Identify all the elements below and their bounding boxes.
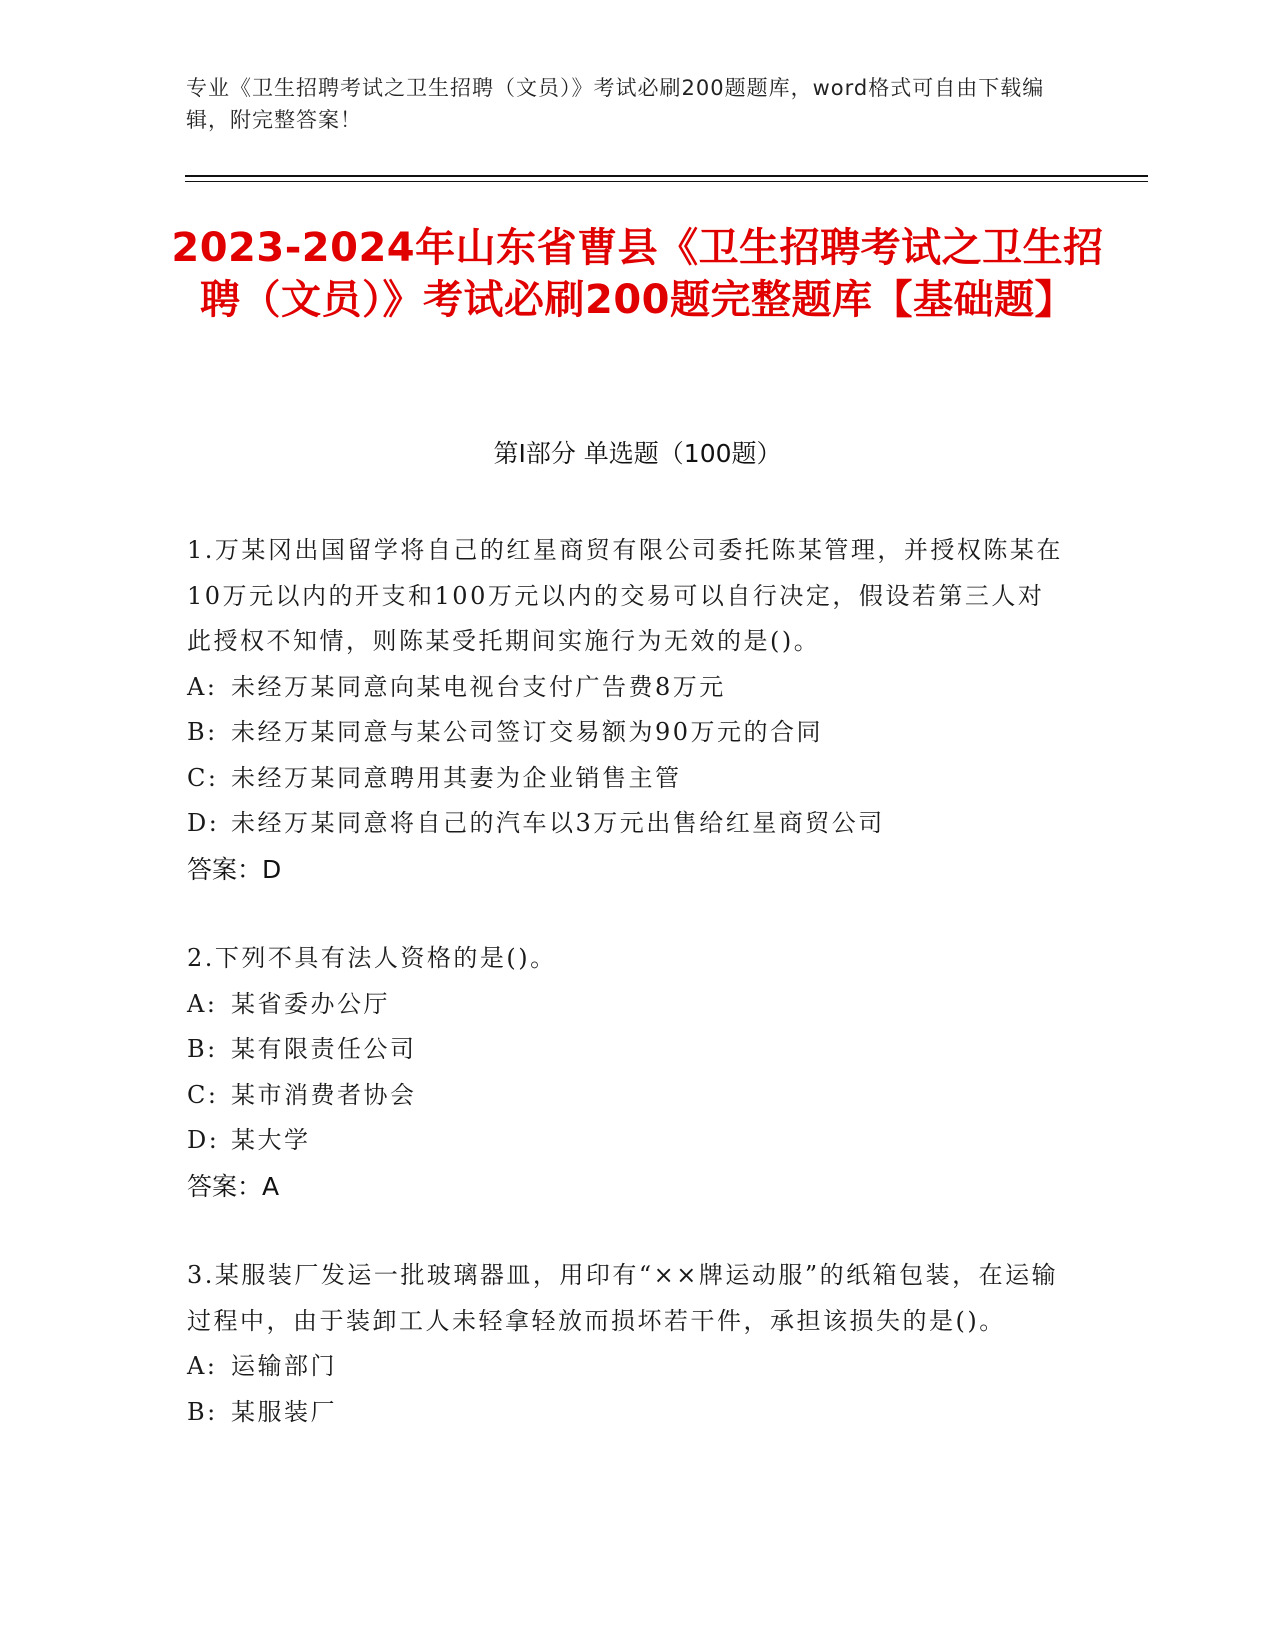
option-text: 某服装厂 <box>231 1397 337 1426</box>
header-rule-thick <box>185 175 1148 177</box>
option-letter: C: <box>187 763 219 792</box>
question-2 <box>187 936 1067 1209</box>
option-text: 某大学 <box>231 1126 311 1154</box>
option-text: 未经万某同意向某电视台支付广告费8万元 <box>231 672 726 701</box>
question-1 <box>187 528 1067 892</box>
question-stem: 3.某服装厂发运一批玻璃器皿，用印有“××牌运动服”的纸箱包装，在运输过程中，由于装卸工人未轻拿轻放而损坏若干件，承担该损失的是()。 <box>187 1261 1059 1335</box>
option-letter: A: <box>187 1352 218 1380</box>
option-b <box>187 1390 1067 1436</box>
option-letter: A: <box>187 989 218 1018</box>
option-text: 某市消费者协会 <box>231 1080 417 1109</box>
option-text: 某省委办公厅 <box>231 989 390 1018</box>
option-a <box>187 982 1067 1028</box>
option-b <box>187 1027 1067 1073</box>
section-title: 第Ⅰ部分 单选题（100题） <box>493 439 782 468</box>
answer-line: 答案：A <box>187 1171 280 1201</box>
option-letter: B: <box>187 718 218 746</box>
question-stem: 2.下列不具有法人资格的是()。 <box>187 944 557 972</box>
option-letter: B: <box>187 1397 218 1426</box>
option-text: 未经万某同意将自己的汽车以3万元出售给红星商贸公司 <box>231 809 885 837</box>
question-3 <box>187 1253 1067 1435</box>
option-d <box>187 801 1067 847</box>
option-letter: A: <box>187 672 218 701</box>
option-b <box>187 710 1067 756</box>
option-letter: D: <box>187 1126 220 1154</box>
option-text: 某有限责任公司 <box>231 1035 417 1063</box>
option-text: 未经万某同意聘用其妻为企业销售主管 <box>231 763 682 792</box>
option-letter: C: <box>187 1080 219 1109</box>
option-text: 未经万某同意与某公司签订交易额为90万元的合同 <box>231 718 824 746</box>
answer-line: 答案：D <box>187 854 282 884</box>
option-a <box>187 1344 1067 1390</box>
option-d <box>187 1118 1067 1164</box>
option-letter: B: <box>187 1035 218 1063</box>
question-stem: 1.万某冈出国留学将自己的红星商贸有限公司委托陈某管理，并授权陈某在10万元以内的开支和100万元以内的交易可以自行决定，假设若第三人对此授权不知情，则陈某受托期间实施行为无效的是()。 <box>187 536 1063 655</box>
header-rule-thin <box>185 181 1148 182</box>
document-title: 2023-2024年山东省曹县《卫生招聘考试之卫生招聘（文员）》考试必刷200题完整题库【基础题】 <box>171 225 1104 323</box>
header-note: 专业《卫生招聘考试之卫生招聘（文员）》考试必刷200题题库，word格式可自由下载编辑，附完整答案！ <box>186 76 1045 132</box>
option-a <box>187 665 1067 711</box>
option-letter: D: <box>187 809 220 837</box>
option-text: 运输部门 <box>231 1352 337 1380</box>
question-list <box>187 528 1067 1479</box>
option-c <box>187 1073 1067 1119</box>
option-c <box>187 756 1067 802</box>
